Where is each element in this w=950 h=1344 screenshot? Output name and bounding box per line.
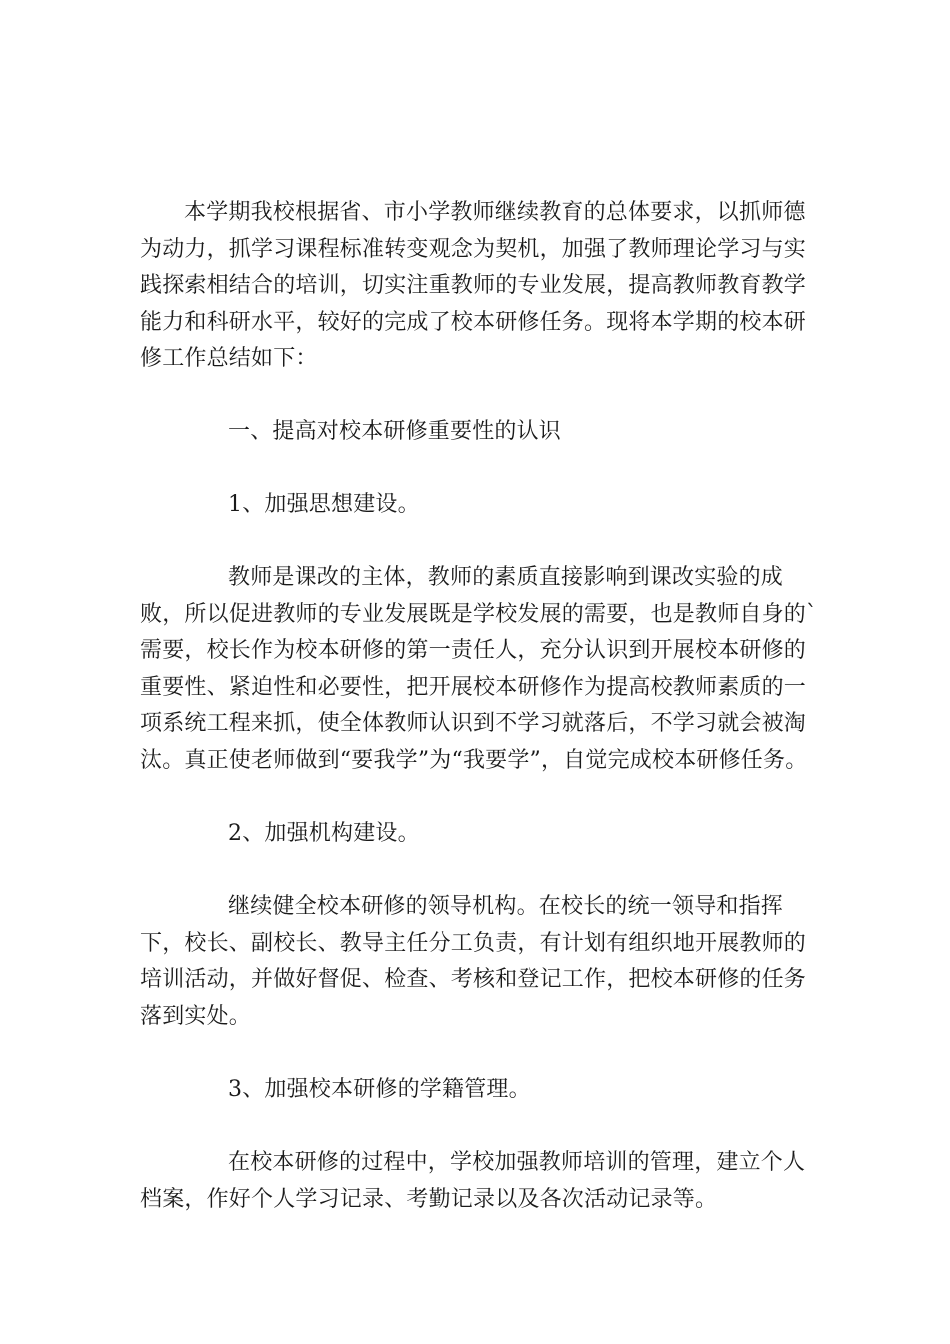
item-2-heading: 2、加强机构建设。 (228, 821, 420, 846)
item-3-heading: 3、加强校本研修的学籍管理。 (228, 1077, 531, 1102)
intro-paragraph: 本学期我校根据省、市小学教师继续教育的总体要求，以抓师德为动力，抓学习课程标准转变观念为契机，加强了教师理论学习与实践探索相结合的培训，切实注重教师的专业发展，提高教师教育教学能力和科研水平，较好的完成了校本研修任务。现将本学期的校本研修工作总结如下： (140, 200, 807, 371)
item-3-body: 在校本研修的过程中，学校加强教师培训的管理，建立个人档案，作好个人学习记录、考勤记录以及各次活动记录等。 (140, 1150, 806, 1212)
item-1-heading: 1、加强思想建设。 (228, 492, 420, 517)
section-1-heading: 一、提高对校本研修重要性的认识 (228, 419, 562, 444)
item-1-body: 教师是课改的主体，教师的素质直接影响到课改实验的成败，所以促进教师的专业发展既是学校发展的需要，也是教师自身的`需要，校长作为校本研修的第一责任人，充分认识到开展校本研修的重要性、紧迫性和必要性，把开展校本研修作为提高校教师素质的一项系统工程来抓，使全体教师认识到不学习就落后，不学习就会被淘汰。真正使老师做到“要我学”为“我要学”，自觉完成校本研修任务。 (140, 565, 818, 773)
item-2-body: 继续健全校本研修的领导机构。在校长的统一领导和指挥下，校长、副校长、教导主任分工负责，有计划有组织地开展教师的培训活动，并做好督促、检查、考核和登记工作，把校本研修的任务落到实处。 (140, 894, 807, 1029)
